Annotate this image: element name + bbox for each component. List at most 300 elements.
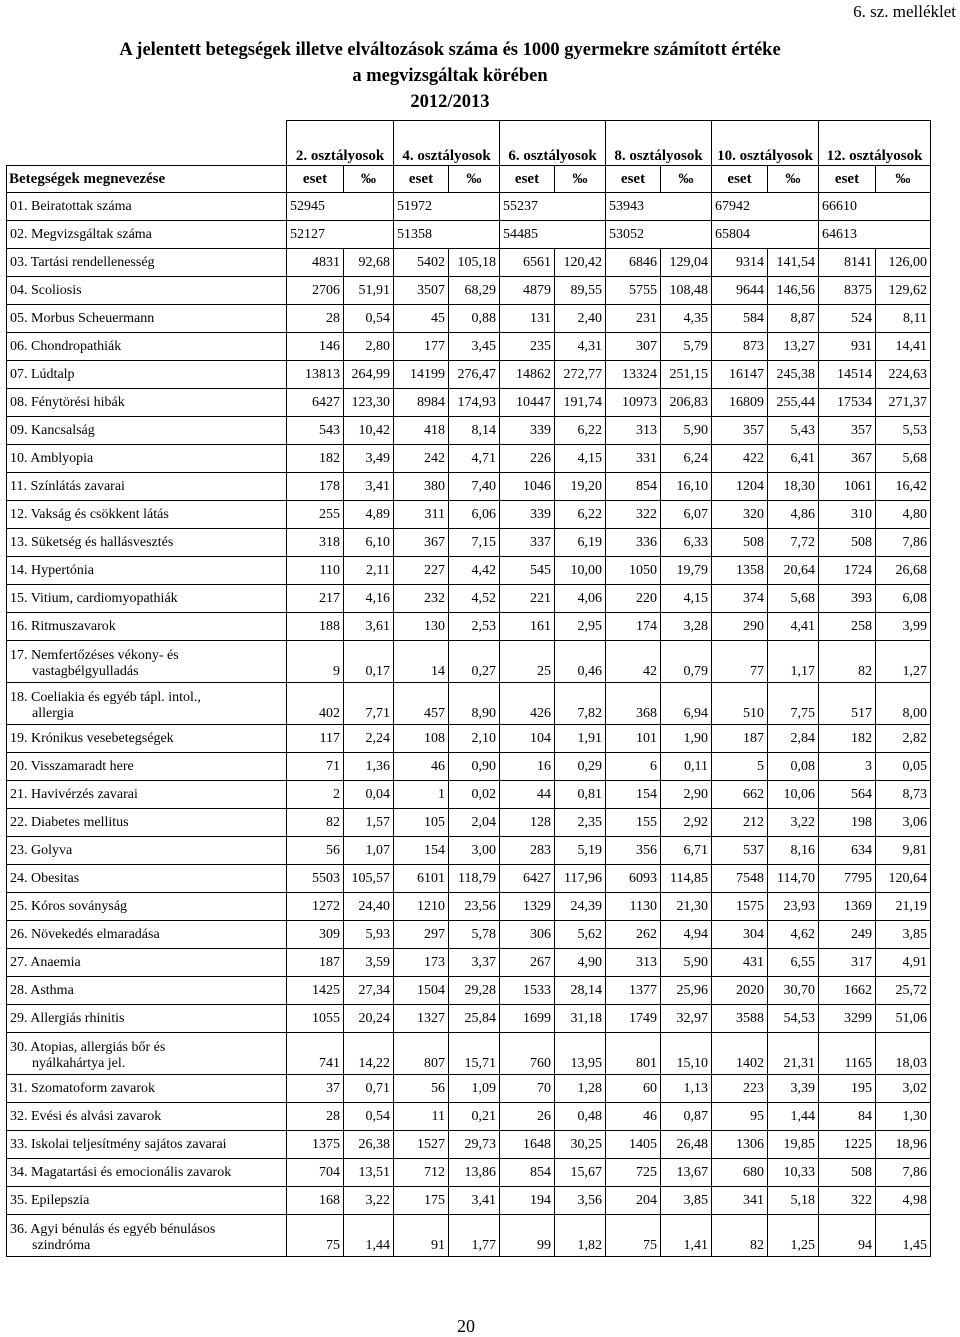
permille-cell: 26,48 — [661, 1131, 712, 1159]
permille-cell: 10,42 — [344, 417, 394, 445]
permille-cell: 5,62 — [555, 921, 606, 949]
permille-cell: 15,10 — [661, 1033, 712, 1075]
permille-cell: 105,18 — [449, 249, 500, 277]
case-count-cell: 1055 — [287, 1005, 344, 1033]
permille-cell: 3,22 — [344, 1187, 394, 1215]
case-count-cell: 14514 — [819, 361, 876, 389]
disease-name: 22. Diabetes mellitus — [10, 814, 129, 830]
table-row — [7, 1005, 931, 1033]
case-count-cell: 339 — [500, 501, 555, 529]
disease-name-cell — [7, 333, 287, 361]
permille-header: ‰ — [344, 166, 394, 193]
permille-cell: 54,53 — [768, 1005, 819, 1033]
total-count-cell: 66610 — [819, 193, 931, 221]
disease-name: 08. Fénytörési hibák — [10, 394, 125, 410]
case-count-cell: 380 — [394, 473, 449, 501]
case-count-cell: 42 — [606, 641, 661, 683]
permille-cell: 3,02 — [876, 1075, 931, 1103]
permille-cell: 1,41 — [661, 1215, 712, 1257]
grade-header-row — [7, 121, 931, 166]
permille-cell: 29,73 — [449, 1131, 500, 1159]
table-row — [7, 977, 931, 1005]
permille-cell: 1,07 — [344, 837, 394, 865]
table-row — [7, 389, 931, 417]
case-count-cell: 249 — [819, 921, 876, 949]
permille-cell: 129,04 — [661, 249, 712, 277]
permille-cell: 141,54 — [768, 249, 819, 277]
case-count-cell: 4879 — [500, 277, 555, 305]
case-count-cell: 1533 — [500, 977, 555, 1005]
case-count-cell: 28 — [287, 1103, 344, 1131]
permille-cell: 5,90 — [661, 417, 712, 445]
case-count-cell: 91 — [394, 1215, 449, 1257]
permille-cell: 4,90 — [555, 949, 606, 977]
permille-header: ‰ — [661, 166, 712, 193]
case-count-cell: 10973 — [606, 389, 661, 417]
permille-cell: 16,42 — [876, 473, 931, 501]
total-count-cell: 53943 — [606, 193, 712, 221]
disease-name-cell — [7, 725, 287, 753]
case-count-cell: 7548 — [712, 865, 768, 893]
case-count-cell: 75 — [287, 1215, 344, 1257]
permille-cell: 2,53 — [449, 613, 500, 641]
case-count-cell: 1358 — [712, 557, 768, 585]
permille-cell: 1,17 — [768, 641, 819, 683]
case-count-cell: 104 — [500, 725, 555, 753]
case-count-cell: 1527 — [394, 1131, 449, 1159]
permille-cell: 2,11 — [344, 557, 394, 585]
permille-cell: 2,10 — [449, 725, 500, 753]
permille-cell: 51,06 — [876, 1005, 931, 1033]
disease-name: 13. Süketség és hallásvesztés — [10, 534, 174, 550]
permille-cell: 0,79 — [661, 641, 712, 683]
case-count-cell: 6427 — [287, 389, 344, 417]
permille-cell: 4,16 — [344, 585, 394, 613]
case-count-cell: 82 — [287, 809, 344, 837]
case-count-cell: 3588 — [712, 1005, 768, 1033]
permille-header: ‰ — [449, 166, 500, 193]
case-count-cell: 1130 — [606, 893, 661, 921]
permille-cell: 2,82 — [876, 725, 931, 753]
disease-name-cell — [7, 613, 287, 641]
table-row — [7, 1159, 931, 1187]
case-count-cell: 508 — [819, 1159, 876, 1187]
disease-name-cell — [7, 585, 287, 613]
permille-cell: 4,31 — [555, 333, 606, 361]
total-count-cell: 54485 — [500, 221, 606, 249]
permille-cell: 6,24 — [661, 445, 712, 473]
permille-cell: 4,42 — [449, 557, 500, 585]
permille-cell: 3,39 — [768, 1075, 819, 1103]
table-row — [7, 1103, 931, 1131]
permille-cell: 3,59 — [344, 949, 394, 977]
table-row — [7, 865, 931, 893]
permille-cell: 2,92 — [661, 809, 712, 837]
table-row — [7, 501, 931, 529]
permille-cell: 191,74 — [555, 389, 606, 417]
permille-cell: 9,81 — [876, 837, 931, 865]
disease-name-continued: vastagbélgyulladás — [32, 664, 139, 679]
disease-name-cell — [7, 949, 287, 977]
case-count-cell: 5 — [712, 753, 768, 781]
case-count-cell: 45 — [394, 305, 449, 333]
case-count-cell: 524 — [819, 305, 876, 333]
case-count-cell: 178 — [287, 473, 344, 501]
case-count-cell: 283 — [500, 837, 555, 865]
disease-name: 32. Evési és alvási zavarok — [10, 1108, 162, 1124]
permille-cell: 6,08 — [876, 585, 931, 613]
permille-cell: 4,86 — [768, 501, 819, 529]
case-count-cell: 131 — [500, 305, 555, 333]
permille-cell: 114,70 — [768, 865, 819, 893]
permille-cell: 0,46 — [555, 641, 606, 683]
case-count-cell: 310 — [819, 501, 876, 529]
permille-cell: 0,02 — [449, 781, 500, 809]
case-count-cell: 634 — [819, 837, 876, 865]
case-count-cell: 75 — [606, 1215, 661, 1257]
case-count-cell: 6 — [606, 753, 661, 781]
disease-name-cell — [7, 683, 287, 725]
permille-cell: 5,19 — [555, 837, 606, 865]
case-count-cell: 4831 — [287, 249, 344, 277]
permille-cell: 245,38 — [768, 361, 819, 389]
case-count-cell: 187 — [287, 949, 344, 977]
disease-name: 23. Golyva — [10, 842, 73, 858]
case-count-cell: 457 — [394, 683, 449, 725]
case-count-cell: 1306 — [712, 1131, 768, 1159]
permille-cell: 5,53 — [876, 417, 931, 445]
permille-cell: 10,06 — [768, 781, 819, 809]
disease-statistics-table — [6, 120, 931, 1257]
permille-cell: 13,27 — [768, 333, 819, 361]
permille-cell: 23,56 — [449, 893, 500, 921]
case-count-cell: 1375 — [287, 1131, 344, 1159]
permille-cell: 1,30 — [876, 1103, 931, 1131]
case-count-cell: 195 — [819, 1075, 876, 1103]
case-count-cell: 331 — [606, 445, 661, 473]
permille-cell: 5,18 — [768, 1187, 819, 1215]
permille-cell: 3,85 — [661, 1187, 712, 1215]
disease-name-cell — [7, 417, 287, 445]
case-count-cell: 304 — [712, 921, 768, 949]
case-count-cell: 336 — [606, 529, 661, 557]
permille-cell: 206,83 — [661, 389, 712, 417]
permille-cell: 5,90 — [661, 949, 712, 977]
table-row — [7, 641, 931, 683]
case-count-cell: 175 — [394, 1187, 449, 1215]
permille-cell: 129,62 — [876, 277, 931, 305]
permille-cell: 4,80 — [876, 501, 931, 529]
case-count-cell: 1165 — [819, 1033, 876, 1075]
permille-cell: 27,34 — [344, 977, 394, 1005]
permille-cell: 1,28 — [555, 1075, 606, 1103]
permille-cell: 10,33 — [768, 1159, 819, 1187]
permille-cell: 0,21 — [449, 1103, 500, 1131]
disease-name: 34. Magatartási és emocionális zavarok — [10, 1164, 232, 1180]
table-row — [7, 753, 931, 781]
disease-name-cell — [7, 921, 287, 949]
permille-cell: 30,25 — [555, 1131, 606, 1159]
disease-name: 06. Chondropathiák — [10, 338, 122, 354]
case-count-cell: 13813 — [287, 361, 344, 389]
disease-name: 33. Iskolai teljesítmény sajátos zavarai — [10, 1136, 227, 1152]
permille-cell: 7,86 — [876, 529, 931, 557]
permille-cell: 6,19 — [555, 529, 606, 557]
permille-cell: 6,55 — [768, 949, 819, 977]
permille-cell: 8,00 — [876, 683, 931, 725]
case-count-cell: 307 — [606, 333, 661, 361]
case-count-cell: 46 — [394, 753, 449, 781]
disease-name: 20. Visszamaradt here — [10, 758, 134, 774]
case-count-cell: 1648 — [500, 1131, 555, 1159]
case-count-cell: 6846 — [606, 249, 661, 277]
grade-header: 4. osztályosok — [394, 121, 500, 166]
table-row — [7, 529, 931, 557]
table-row — [7, 949, 931, 977]
permille-cell: 105,57 — [344, 865, 394, 893]
permille-cell: 3,41 — [449, 1187, 500, 1215]
permille-cell: 13,51 — [344, 1159, 394, 1187]
disease-name-cell — [7, 1033, 287, 1075]
permille-header: ‰ — [555, 166, 606, 193]
case-count-cell: 6101 — [394, 865, 449, 893]
permille-cell: 7,86 — [876, 1159, 931, 1187]
case-count-cell: 226 — [500, 445, 555, 473]
disease-name-cell — [7, 277, 287, 305]
case-count-cell: 16147 — [712, 361, 768, 389]
disease-name: 11. Színlátás zavarai — [10, 478, 125, 494]
case-count-cell: 10447 — [500, 389, 555, 417]
permille-cell: 0,27 — [449, 641, 500, 683]
cases-header: eset — [500, 166, 555, 193]
permille-header: ‰ — [876, 166, 931, 193]
permille-cell: 25,72 — [876, 977, 931, 1005]
disease-name: 01. Beiratottak száma — [10, 198, 132, 214]
disease-name-cell — [7, 529, 287, 557]
case-count-cell: 8141 — [819, 249, 876, 277]
permille-cell: 1,57 — [344, 809, 394, 837]
case-count-cell: 117 — [287, 725, 344, 753]
permille-cell: 1,09 — [449, 1075, 500, 1103]
cases-header: eset — [394, 166, 449, 193]
permille-cell: 23,93 — [768, 893, 819, 921]
case-count-cell: 322 — [819, 1187, 876, 1215]
permille-cell: 3,00 — [449, 837, 500, 865]
disease-name-cell — [7, 1005, 287, 1033]
case-count-cell: 543 — [287, 417, 344, 445]
table-row — [7, 781, 931, 809]
cases-header: eset — [712, 166, 768, 193]
case-count-cell: 309 — [287, 921, 344, 949]
case-count-cell: 1329 — [500, 893, 555, 921]
case-count-cell: 374 — [712, 585, 768, 613]
disease-name: 17. Nemfertőzéses vékony- és — [10, 648, 179, 663]
case-count-cell: 320 — [712, 501, 768, 529]
table-row — [7, 333, 931, 361]
case-count-cell: 1061 — [819, 473, 876, 501]
permille-cell: 13,67 — [661, 1159, 712, 1187]
case-count-cell: 337 — [500, 529, 555, 557]
permille-cell: 123,30 — [344, 389, 394, 417]
case-count-cell: 402 — [287, 683, 344, 725]
case-count-cell: 44 — [500, 781, 555, 809]
disease-name: 21. Havivérzés zavarai — [10, 786, 138, 802]
table-row — [7, 893, 931, 921]
disease-name: 12. Vakság és csökkent látás — [10, 506, 169, 522]
permille-cell: 3,61 — [344, 613, 394, 641]
case-count-cell: 1204 — [712, 473, 768, 501]
case-count-cell: 5755 — [606, 277, 661, 305]
permille-cell: 120,64 — [876, 865, 931, 893]
case-count-cell: 1749 — [606, 1005, 661, 1033]
disease-name-continued: allergia — [32, 706, 74, 721]
table-row — [7, 305, 931, 333]
table-row — [7, 361, 931, 389]
case-count-cell: 154 — [606, 781, 661, 809]
permille-cell: 68,29 — [449, 277, 500, 305]
permille-cell: 20,64 — [768, 557, 819, 585]
case-count-cell: 212 — [712, 809, 768, 837]
disease-name-continued: szindróma — [32, 1238, 91, 1253]
case-count-cell: 182 — [819, 725, 876, 753]
case-count-cell: 46 — [606, 1103, 661, 1131]
case-count-cell: 14 — [394, 641, 449, 683]
permille-cell: 26,68 — [876, 557, 931, 585]
case-count-cell: 341 — [712, 1187, 768, 1215]
case-count-cell: 317 — [819, 949, 876, 977]
table-row — [7, 221, 931, 249]
disease-name: 05. Morbus Scheuermann — [10, 310, 155, 326]
case-count-cell: 70 — [500, 1075, 555, 1103]
case-count-cell: 1369 — [819, 893, 876, 921]
case-count-cell: 704 — [287, 1159, 344, 1187]
disease-name: 24. Obesitas — [10, 870, 80, 886]
permille-cell: 1,90 — [661, 725, 712, 753]
permille-cell: 89,55 — [555, 277, 606, 305]
permille-cell: 1,13 — [661, 1075, 712, 1103]
total-count-cell: 52127 — [287, 221, 394, 249]
case-count-cell: 357 — [819, 417, 876, 445]
permille-cell: 4,91 — [876, 949, 931, 977]
permille-cell: 6,94 — [661, 683, 712, 725]
permille-cell: 4,06 — [555, 585, 606, 613]
case-count-cell: 154 — [394, 837, 449, 865]
permille-cell: 6,10 — [344, 529, 394, 557]
case-count-cell: 1050 — [606, 557, 661, 585]
case-count-cell: 564 — [819, 781, 876, 809]
table-row — [7, 809, 931, 837]
case-count-cell: 14862 — [500, 361, 555, 389]
permille-cell: 271,37 — [876, 389, 931, 417]
case-count-cell: 854 — [606, 473, 661, 501]
permille-cell: 3,85 — [876, 921, 931, 949]
disease-name-cell — [7, 473, 287, 501]
header-corner — [7, 121, 287, 166]
permille-cell: 15,71 — [449, 1033, 500, 1075]
case-count-cell: 9 — [287, 641, 344, 683]
permille-cell: 25,84 — [449, 1005, 500, 1033]
permille-cell: 4,15 — [555, 445, 606, 473]
total-count-cell: 51358 — [394, 221, 500, 249]
case-count-cell: 931 — [819, 333, 876, 361]
permille-cell: 255,44 — [768, 389, 819, 417]
case-count-cell: 508 — [712, 529, 768, 557]
case-count-cell: 13324 — [606, 361, 661, 389]
permille-cell: 21,30 — [661, 893, 712, 921]
table-row — [7, 1131, 931, 1159]
table-row — [7, 1215, 931, 1257]
case-count-cell: 356 — [606, 837, 661, 865]
case-count-cell: 422 — [712, 445, 768, 473]
disease-name: 35. Epilepszia — [10, 1192, 90, 1208]
permille-cell: 8,11 — [876, 305, 931, 333]
permille-cell: 117,96 — [555, 865, 606, 893]
permille-cell: 3,41 — [344, 473, 394, 501]
cases-header: eset — [606, 166, 661, 193]
disease-name: 26. Növekedés elmaradása — [10, 926, 160, 942]
case-count-cell: 393 — [819, 585, 876, 613]
permille-cell: 118,79 — [449, 865, 500, 893]
disease-name-cell — [7, 641, 287, 683]
permille-cell: 2,80 — [344, 333, 394, 361]
permille-cell: 2,35 — [555, 809, 606, 837]
case-count-cell: 662 — [712, 781, 768, 809]
title-line-2: a megvizsgáltak körében — [352, 66, 548, 86]
disease-name-cell — [7, 1159, 287, 1187]
case-count-cell: 217 — [287, 585, 344, 613]
permille-cell: 1,36 — [344, 753, 394, 781]
case-count-cell: 584 — [712, 305, 768, 333]
permille-cell: 1,45 — [876, 1215, 931, 1257]
permille-cell: 18,96 — [876, 1131, 931, 1159]
disease-name-cell — [7, 837, 287, 865]
total-count-cell: 65804 — [712, 221, 819, 249]
total-count-cell: 64613 — [819, 221, 931, 249]
case-count-cell: 25 — [500, 641, 555, 683]
permille-cell: 0,05 — [876, 753, 931, 781]
permille-cell: 1,82 — [555, 1215, 606, 1257]
disease-name-cell — [7, 501, 287, 529]
case-count-cell: 194 — [500, 1187, 555, 1215]
case-count-cell: 242 — [394, 445, 449, 473]
disease-name-cell — [7, 1075, 287, 1103]
permille-cell: 7,82 — [555, 683, 606, 725]
unit-header-row — [7, 166, 931, 193]
permille-cell: 7,71 — [344, 683, 394, 725]
permille-cell: 14,41 — [876, 333, 931, 361]
table-row — [7, 585, 931, 613]
case-count-cell: 130 — [394, 613, 449, 641]
case-count-cell: 517 — [819, 683, 876, 725]
permille-cell: 0,87 — [661, 1103, 712, 1131]
permille-cell: 8,16 — [768, 837, 819, 865]
permille-cell: 8,73 — [876, 781, 931, 809]
disease-name: 14. Hypertónia — [10, 562, 94, 578]
permille-cell: 6,33 — [661, 529, 712, 557]
case-count-cell: 82 — [712, 1215, 768, 1257]
permille-cell: 4,15 — [661, 585, 712, 613]
total-count-cell: 53052 — [606, 221, 712, 249]
permille-cell: 120,42 — [555, 249, 606, 277]
permille-cell: 32,97 — [661, 1005, 712, 1033]
permille-cell: 3,28 — [661, 613, 712, 641]
case-count-cell: 177 — [394, 333, 449, 361]
table-body — [7, 193, 931, 1257]
case-count-cell: 297 — [394, 921, 449, 949]
case-count-cell: 311 — [394, 501, 449, 529]
permille-cell: 8,90 — [449, 683, 500, 725]
permille-cell: 4,71 — [449, 445, 500, 473]
